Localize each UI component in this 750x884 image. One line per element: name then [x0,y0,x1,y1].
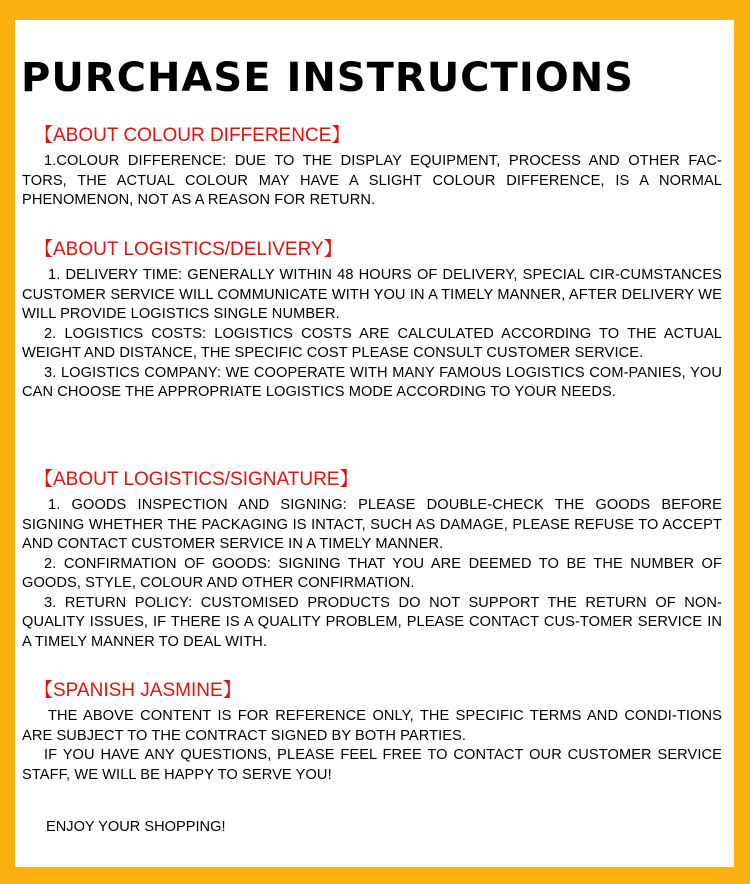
paragraph: 3. RETURN POLICY: CUSTOMISED PRODUCTS DO NOT SUPPORT THE RETURN OF NON-QUALITY ISSUES, IF THERE IS A QUALITY PROBLEM, PLEASE CONTACT CUS-TOMER SERVICE IN A TIMELY MANNER TO DEAL WITH. [22,594,722,650]
closing-message: ENJOY YOUR SHOPPING! [46,819,226,835]
paragraph: 1. DELIVERY TIME: GENERALLY WITHIN 48 HOURS OF DELIVERY, SPECIAL CIR-CUMSTANCES CUSTOMER SERVICE WILL COMMUNICATE WITH YOU IN A TIMELY MANNER, AFTER DELIVERY WE WILL PROVIDE LOGISTICS SINGLE NUMBER. [22,267,722,322]
paragraph: IF YOU HAVE ANY QUESTIONS, PLEASE FEEL FREE TO CONTACT OUR CUSTOMER SERVICE STAFF, WE WILL BE HAPPY TO SERVE YOU! [22,747,722,783]
section-heading: 【ABOUT LOGISTICS/DELIVERY】 [34,239,343,260]
paragraph: 1.COLOUR DIFFERENCE: DUE TO THE DISPLAY EQUIPMENT, PROCESS AND OTHER FAC-TORS, THE ACTUAL COLOUR MAY HAVE A SLIGHT COLOUR DIFFERENCE, IS A NORMAL PHENOMENON, NOT AS A REASON FOR RETURN. [22,153,722,208]
paragraph: THE ABOVE CONTENT IS FOR REFERENCE ONLY, THE SPECIFIC TERMS AND CONDI-TIONS ARE SUBJECT TO THE CONTRACT SIGNED BY BOTH PARTIES. [22,708,722,744]
paragraph: 1. GOODS INSPECTION AND SIGNING: PLEASE DOUBLE-CHECK THE GOODS BEFORE SIGNING WHETHER THE PACKAGING IS INTACT, SUCH AS DAMAGE, PLEASE REFUSE TO ACCEPT AND CONTACT CUSTOMER SERVICE IN A TIMELY MANNER. [22,497,722,552]
section-heading: 【ABOUT COLOUR DIFFERENCE】 [34,125,351,146]
section-logistics-delivery [22,238,722,403]
section-spanish-jasmine [22,679,722,785]
paragraph: 2. LOGISTICS COSTS: LOGISTICS COSTS ARE CALCULATED ACCORDING TO THE ACTUAL WEIGHT AND DISTANCE, THE SPECIFIC COST PLEASE CONSULT CUSTOMER SERVICE. [22,325,722,361]
section-heading: 【SPANISH JASMINE】 [34,680,242,701]
paragraph: 2. CONFIRMATION OF GOODS: SIGNING THAT YOU ARE DEEMED TO BE THE NUMBER OF GOODS, STYLE, COLOUR AND OTHER CONFIRMATION. [22,555,722,591]
page-title: PURCHASE INSTRUCTIONS [21,55,634,101]
section-heading: 【ABOUT LOGISTICS/SIGNATURE】 [34,469,359,490]
section-logistics-signature [22,468,722,652]
paragraph: 3. LOGISTICS COMPANY: WE COOPERATE WITH MANY FAMOUS LOGISTICS COM-PANIES, YOU CAN CHOOSE THE APPROPRIATE LOGISTICS MODE ACCORDING TO YOUR NEEDS. [22,364,722,400]
section-colour-difference [22,124,722,211]
